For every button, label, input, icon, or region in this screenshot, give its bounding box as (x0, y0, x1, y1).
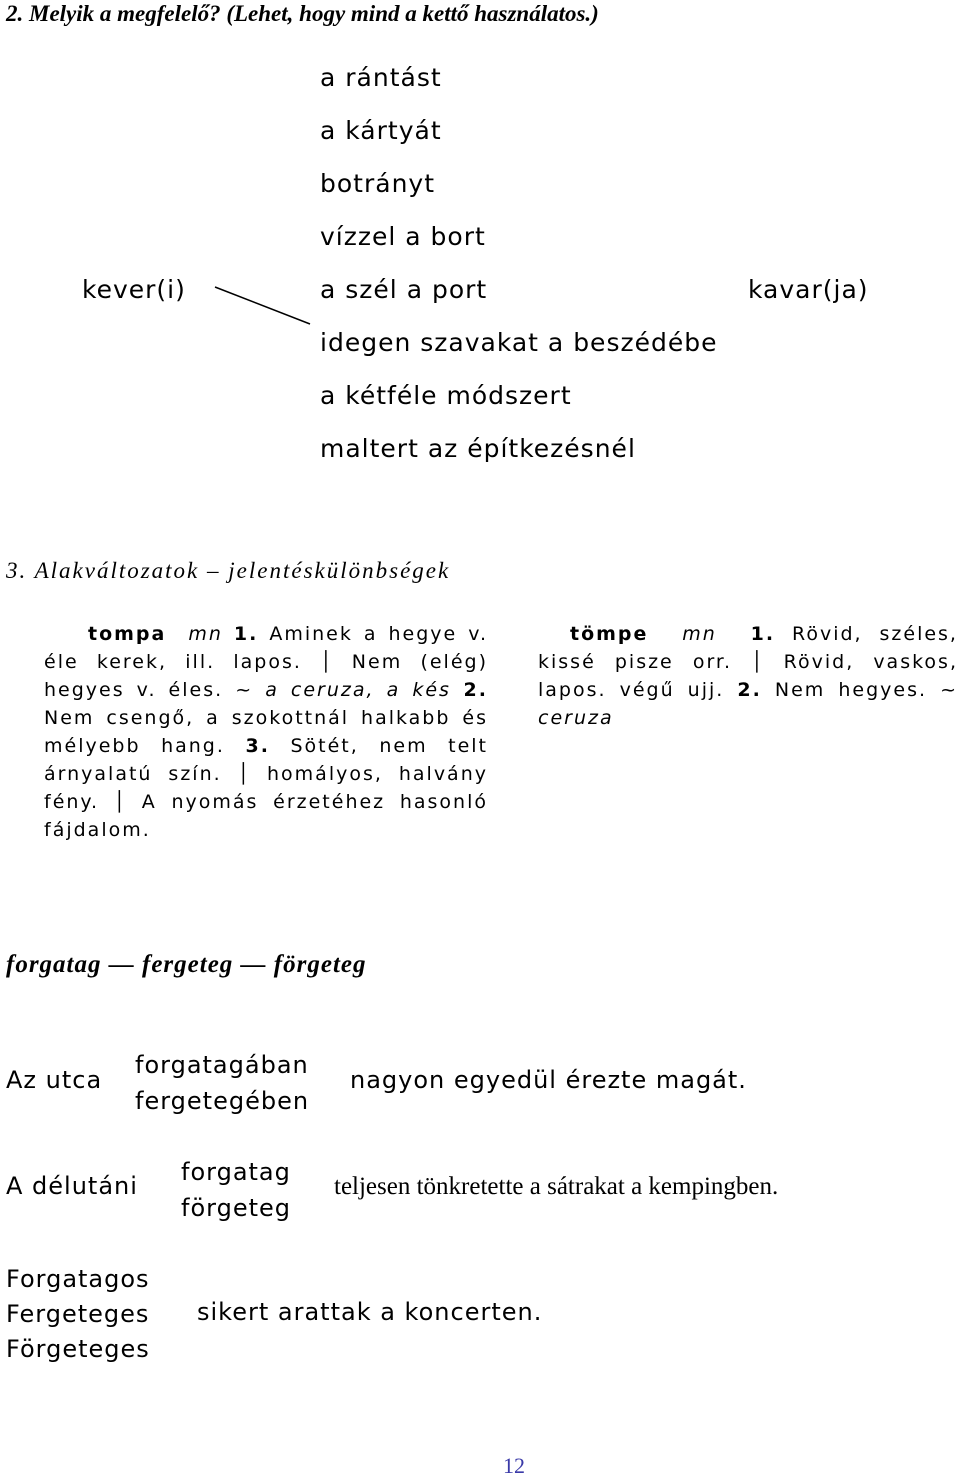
sentence-2-end: teljesen tönkretette a sátrakat a kempingben. (334, 1173, 779, 1200)
sense-number: 1. (233, 623, 259, 645)
definition-text: Rövid, széles, kissé pisze orr. │ Rövid, vaskos, lapos. végű ujj. (538, 623, 958, 701)
dictionary-entry-tompe (538, 620, 958, 732)
sentence-2-start: A délutáni (6, 1172, 138, 1200)
sentence-1-start: Az utca (6, 1066, 103, 1094)
exercise-2-title: 2. Melyik a megfelelő? (Lehet, hogy mind a kettő használatos.) (6, 1, 599, 26)
right-verb: kavar(ja) (748, 275, 869, 304)
sentence-2-option-2: förgeteg (181, 1194, 291, 1222)
part-of-speech: mn (188, 623, 223, 645)
definition-text: Nem hegyes. ~ (761, 679, 958, 701)
left-verb: kever(i) (82, 275, 186, 304)
sentence-3-option-3: Förgeteges (6, 1335, 150, 1363)
phrase-item: a szél a port (320, 275, 488, 304)
sentence-3-end: sikert arattak a koncerten. (197, 1298, 543, 1326)
phrase-item: maltert az építkezésnél (320, 434, 636, 463)
sense-number: 2. (450, 679, 488, 701)
headword: tömpe (570, 623, 649, 645)
phrase-item: botrányt (320, 169, 436, 198)
sense-number: 2. (737, 679, 762, 701)
headword: tompa (88, 623, 167, 645)
sense-number: 3. (245, 735, 270, 757)
section-3-title: 3. Alakváltozatok – jelentéskülönbségek (6, 558, 451, 583)
sentence-1-option-1: forgatagában (135, 1051, 309, 1079)
phrase-item: a kétféle módszert (320, 381, 572, 410)
phrase-item: a rántást (320, 63, 442, 92)
sentence-1-end: nagyon egyedül érezte magát. (350, 1066, 747, 1094)
sentence-3-option-2: Fergeteges (6, 1300, 150, 1328)
definition-text: Aminek a hegye v. éle kerek, ill. lapos. │ Nem (elég) hegyes v. éles. ~ (44, 623, 488, 701)
word-variants-title: forgatag — fergeteg — förgeteg (6, 951, 367, 978)
sentence-2-option-1: forgatag (181, 1158, 291, 1186)
phrase-item: a kártyát (320, 116, 442, 145)
part-of-speech: mn (682, 623, 717, 645)
sentence-1-option-2: fergetegében (135, 1087, 310, 1115)
usage-example: ceruza (538, 707, 614, 729)
sentence-3-option-1: Forgatagos (6, 1265, 150, 1293)
definition-text: Nem csengő, a szokottnál halkabb és mélyebb hang. (44, 707, 488, 757)
phrase-item: idegen szavakat a beszédébe (320, 328, 718, 357)
phrase-item: vízzel a bort (320, 222, 486, 251)
dictionary-entry-tompa (44, 620, 488, 844)
usage-example: a ceruza, a kés (265, 679, 451, 701)
page-number: 12 (503, 1453, 525, 1478)
connector-line (200, 282, 320, 332)
definition-text: Sötét, nem telt árnyalatú szín. │ homályos, halvány fény. │ A nyomás érzetéhez hasonló fájdalom. (44, 735, 488, 841)
sense-number: 1. (750, 623, 776, 645)
